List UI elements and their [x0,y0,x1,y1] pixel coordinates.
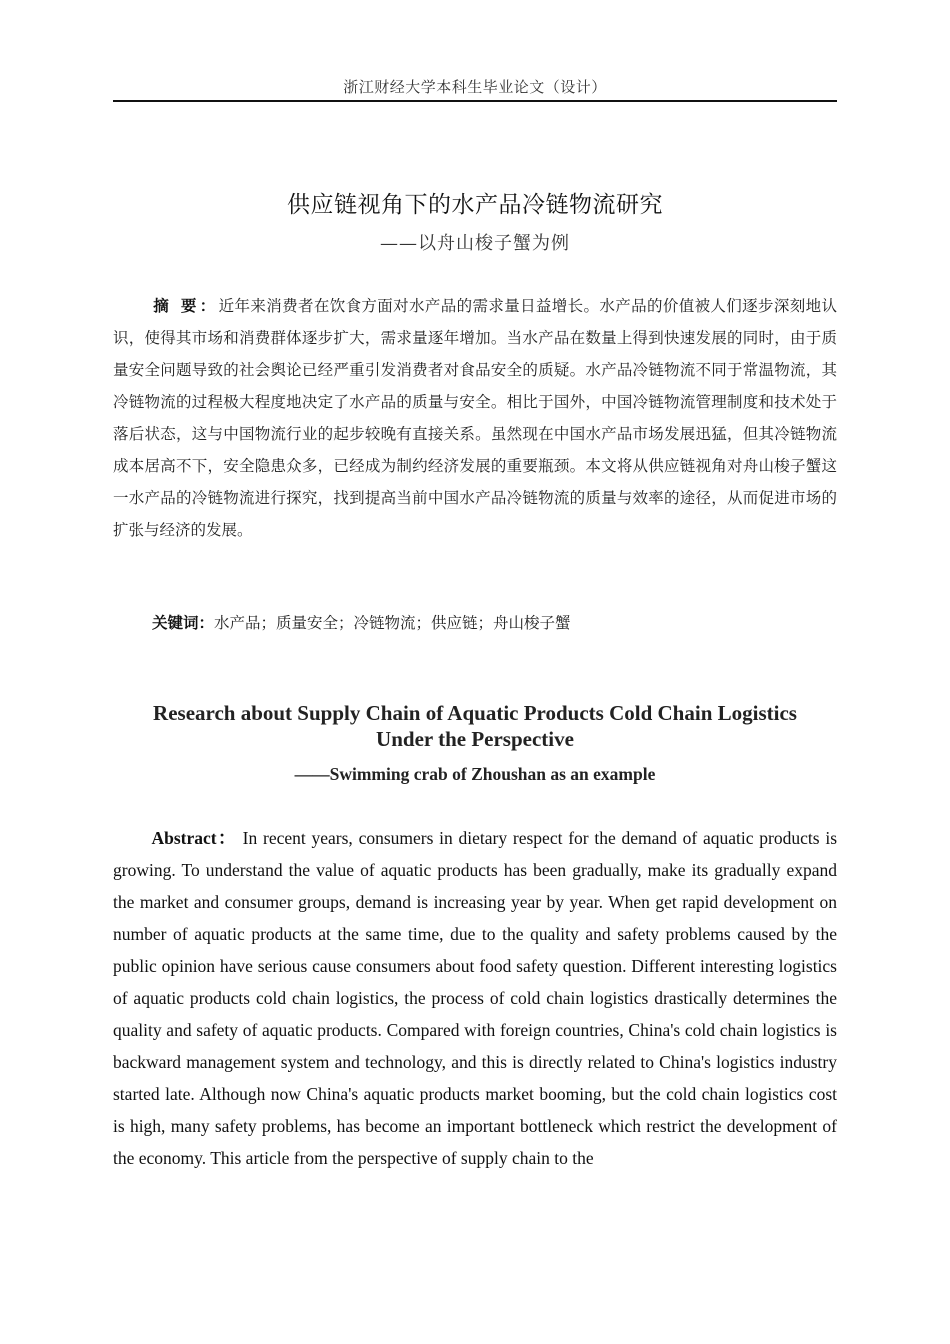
english-title [113,700,837,752]
chinese-title: 供应链视角下的水产品冷链物流研究 [287,192,663,218]
english-abstract-text: In recent years, consumers in dietary respect for the demand of aquatic products is growing. To understand the value of aquatic products has been gradually, make its gradually expand the market and consumer groups, demand is increasing year by year. When get rapid development on number of aquatic products at the same time, due to the quality and safety problems caused by the public opinion have serious cause consumers about food safety question. Different interesting logistics of aquatic products cold chain logistics, the process of cold chain logistics drastically determines the quality and safety of aquatic products. Compared with foreign countries, China's cold chain logistics is backward management system and technology, and this is directly related to China's logistics industry started late. Although now China's aquatic products market booming, but the cold chain logistics cost is high, many safety problems, has become an important bottleneck which restrict the development of the economy. This article from the perspective of supply chain to the [113,828,838,1168]
english-title-line-2: Under the Perspective [376,727,574,751]
english-abstract-label: Abstract： [151,828,237,848]
chinese-keywords-label: 关键词： [152,614,215,632]
chinese-abstract-label: 摘 要： [153,297,219,315]
header-rule [113,100,837,102]
english-subtitle: ——Swimming crab of Zhoushan as an example [294,764,656,784]
running-header: 浙江财经大学本科生毕业论文（设计） [343,78,607,96]
chinese-keywords-text: 水产品；质量安全；冷链物流；供应链；舟山梭子蟹 [214,614,571,632]
chinese-subtitle: ——以舟山梭子蟹为例 [380,233,570,254]
english-abstract [113,822,837,1174]
chinese-keywords [152,608,837,638]
chinese-abstract [113,290,837,546]
chinese-abstract-text: 近年来消费者在饮食方面对水产品的需求量日益增长。水产品的价值被人们逐步深刻地认识，使得其市场和消费群体逐步扩大，需求量逐年增加。当水产品在数量上得到快速发展的同时，由于质量安全问题导致的社会舆论已经严重引发消费者对食品安全的质疑。水产品冷链物流不同于常温物流，其冷链物流的过程极大程度地决定了水产品的质量与安全。相比于国外，中国冷链物流管理制度和技术处于落后状态，这与中国物流行业的起步较晚有直接关系。虽然现在中国水产品市场发展迅猛，但其冷链物流成本居高不下，安全隐患众多，已经成为制约经济发展的重要瓶颈。本文将从供应链视角对舟山梭子蟹这一水产品的冷链物流进行探究，找到提高当前中国水产品冷链物流的质量与效率的途径，从而促进市场的扩张与经济的发展。 [113,297,837,539]
english-title-line-1: Research about Supply Chain of Aquatic Products Cold Chain Logistics [153,701,797,725]
